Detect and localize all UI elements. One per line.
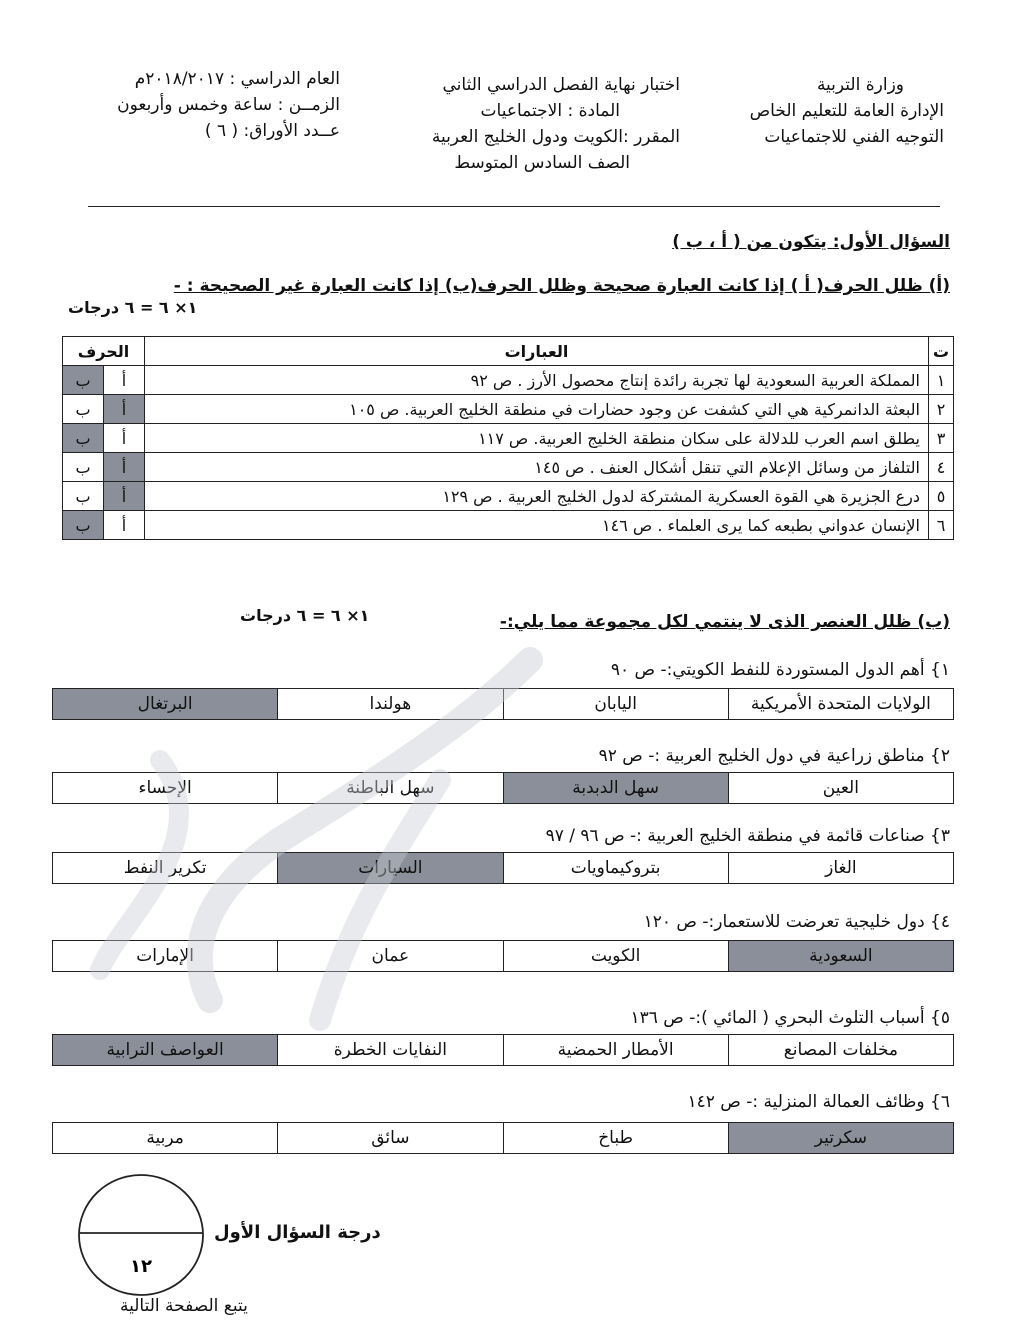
exam-course: المقرر :الكويت ودول الخليج العربية bbox=[431, 127, 680, 147]
group-options bbox=[52, 688, 954, 720]
true-false-table bbox=[62, 336, 954, 540]
year-info-block bbox=[117, 66, 340, 144]
header-divider bbox=[88, 206, 940, 207]
group-title: ٥} أسباب التلوث البحري ( المائي ):- ص ١٣٦ bbox=[630, 1008, 950, 1028]
exam-info-block bbox=[432, 72, 680, 176]
group-options bbox=[52, 1034, 954, 1066]
option-cell[interactable]: الإحساء bbox=[138, 778, 192, 798]
group-title: ٣} صناعات قائمة في منطقة الخليج العربية :- ص ٩٦ / ٩٧ bbox=[545, 826, 950, 846]
option-cell[interactable]: اليابان bbox=[503, 689, 728, 719]
option-cell[interactable]: الكويت bbox=[503, 941, 728, 971]
group-title: ٦} وظائف العمالة المنزلية :- ص ١٤٢ bbox=[687, 1092, 950, 1112]
option-cell[interactable]: السيارات bbox=[277, 853, 502, 883]
continue-note: يتبع الصفحة التالية bbox=[120, 1296, 248, 1316]
exam-title: اختبار نهاية الفصل الدراسي الثاني bbox=[442, 75, 680, 95]
row-number: ٣ bbox=[929, 424, 954, 453]
ministry-line-2: الإدارة العامة للتعليم الخاص bbox=[749, 101, 944, 121]
statement-text: يطلق اسم العرب للدلالة على سكان منطقة الخليج العربية. ص ١١٧ bbox=[145, 424, 929, 453]
row-number: ٦ bbox=[929, 511, 954, 540]
option-cell[interactable]: تكرير النفط bbox=[123, 858, 207, 878]
option-cell[interactable]: البرتغال bbox=[53, 689, 277, 719]
option-cell[interactable]: الإمارات bbox=[136, 946, 194, 966]
letter-a-cell[interactable]: أ bbox=[104, 395, 145, 424]
exam-duration: الزمــن : ساعة وخمس وأربعون bbox=[117, 95, 340, 115]
group-title: ٤} دول خليجية تعرضت للاستعمار:- ص ١٢٠ bbox=[643, 912, 950, 932]
statement-text: الإنسان عدواني بطبعه كما يرى العلماء . ص ١٤٦ bbox=[145, 511, 929, 540]
letter-b-cell[interactable]: ب bbox=[63, 511, 104, 540]
row-number: ١ bbox=[929, 366, 954, 395]
option-cell[interactable]: سكرتير bbox=[728, 1123, 953, 1153]
letter-a-cell[interactable]: أ bbox=[104, 366, 145, 395]
table-row bbox=[63, 395, 954, 424]
option-cell[interactable]: مربية bbox=[146, 1128, 184, 1148]
statement-text: البعثة الدانمركية هي التي كشفت عن وجود حضارات في منطقة الخليج العربية. ص ١٠٥ bbox=[145, 395, 929, 424]
option-cell[interactable]: هولندا bbox=[277, 689, 502, 719]
statement-text: التلفاز من وسائل الإعلام التي تنقل أشكال العنف . ص ١٤٥ bbox=[145, 453, 929, 482]
option-cell[interactable]: بتروكيماويات bbox=[503, 853, 728, 883]
score-total: ١٢ bbox=[130, 1256, 152, 1277]
partB-marks: ١× ٦ = ٦ درجات bbox=[240, 606, 370, 625]
letter-b-cell[interactable]: ب bbox=[63, 395, 104, 424]
partB-title: (ب) ظلل العنصر الذى لا ينتمي لكل مجموعة مما يلي:- bbox=[499, 612, 950, 632]
table-row bbox=[63, 511, 954, 540]
option-cell[interactable]: الغاز bbox=[728, 853, 953, 883]
statement-text: درع الجزيرة هي القوة العسكرية المشتركة لدول الخليج العربية . ص ١٢٩ bbox=[145, 482, 929, 511]
ministry-block bbox=[750, 72, 944, 150]
col-num-header: ت bbox=[929, 337, 954, 366]
option-cell[interactable]: عمان bbox=[277, 941, 502, 971]
option-cell[interactable]: سهل الباطنة bbox=[277, 773, 502, 803]
group-title: ٢} مناطق زراعية في دول الخليج العربية :- ص ٩٢ bbox=[598, 746, 950, 766]
letter-b-cell[interactable]: ب bbox=[63, 453, 104, 482]
page-count: عــدد الأوراق: ( ٦ ) bbox=[204, 121, 340, 141]
exam-grade: الصف السادس المتوسط bbox=[454, 153, 630, 173]
letter-a-cell[interactable]: أ bbox=[104, 511, 145, 540]
question1-title: السؤال الأول: يتكون من ( أ ، ب ) bbox=[672, 232, 950, 252]
option-cell[interactable]: العين bbox=[728, 773, 953, 803]
option-cell[interactable]: مخلفات المصانع bbox=[728, 1035, 953, 1065]
option-cell[interactable]: الولايات المتحدة الأمريكية bbox=[728, 689, 953, 719]
table-row bbox=[63, 482, 954, 511]
score-circle bbox=[76, 1172, 206, 1298]
partA-marks: ١× ٦ = ٦ درجات bbox=[68, 298, 198, 317]
letter-a-cell[interactable]: أ bbox=[104, 424, 145, 453]
academic-year: العام الدراسي : ٢٠١٨/٢٠١٧م bbox=[134, 69, 340, 89]
row-number: ٥ bbox=[929, 482, 954, 511]
statement-text: المملكة العربية السعودية لها تجربة رائدة إنتاج محصول الأرز . ص ٩٢ bbox=[145, 366, 929, 395]
letter-b-cell[interactable]: ب bbox=[63, 366, 104, 395]
exam-subject: المادة : الاجتماعيات bbox=[480, 101, 620, 121]
option-cell[interactable]: طباخ bbox=[503, 1123, 728, 1153]
row-number: ٤ bbox=[929, 453, 954, 482]
table-row bbox=[63, 366, 954, 395]
option-cell[interactable]: الأمطار الحمضية bbox=[503, 1035, 728, 1065]
score-label: درجة السؤال الأول bbox=[214, 1222, 381, 1243]
group-title: ١} أهم الدول المستوردة للنفط الكويتي:- ص ٩٠ bbox=[610, 660, 950, 680]
group-options bbox=[52, 940, 954, 972]
option-cell[interactable]: السعودية bbox=[728, 941, 953, 971]
option-cell[interactable]: النفايات الخطرة bbox=[277, 1035, 502, 1065]
option-cell[interactable]: العواصف الترابية bbox=[53, 1035, 277, 1065]
group-options bbox=[52, 1122, 954, 1154]
letter-a-cell[interactable]: أ bbox=[104, 482, 145, 511]
ministry-line-1: وزارة التربية bbox=[816, 75, 904, 95]
group-options bbox=[52, 852, 954, 884]
letter-b-cell[interactable]: ب bbox=[63, 424, 104, 453]
letter-a-cell[interactable]: أ bbox=[104, 453, 145, 482]
partA-title: (أ) ظلل الحرف( أ ) إذا كانت العبارة صحيحة وظلل الحرف(ب) إذا كانت العبارة غير الصحيحة : - bbox=[173, 276, 950, 296]
option-cell[interactable]: سائق bbox=[277, 1123, 502, 1153]
col-statements-header: العبارات bbox=[145, 337, 929, 366]
group-options bbox=[52, 772, 954, 804]
table-row bbox=[63, 424, 954, 453]
row-number: ٢ bbox=[929, 395, 954, 424]
ministry-line-3: التوجيه الفني للاجتماعيات bbox=[764, 127, 944, 147]
option-cell[interactable]: سهل الدبدبة bbox=[503, 773, 728, 803]
col-letter-header: الحرف bbox=[63, 337, 145, 366]
table-row bbox=[63, 453, 954, 482]
letter-b-cell[interactable]: ب bbox=[63, 482, 104, 511]
